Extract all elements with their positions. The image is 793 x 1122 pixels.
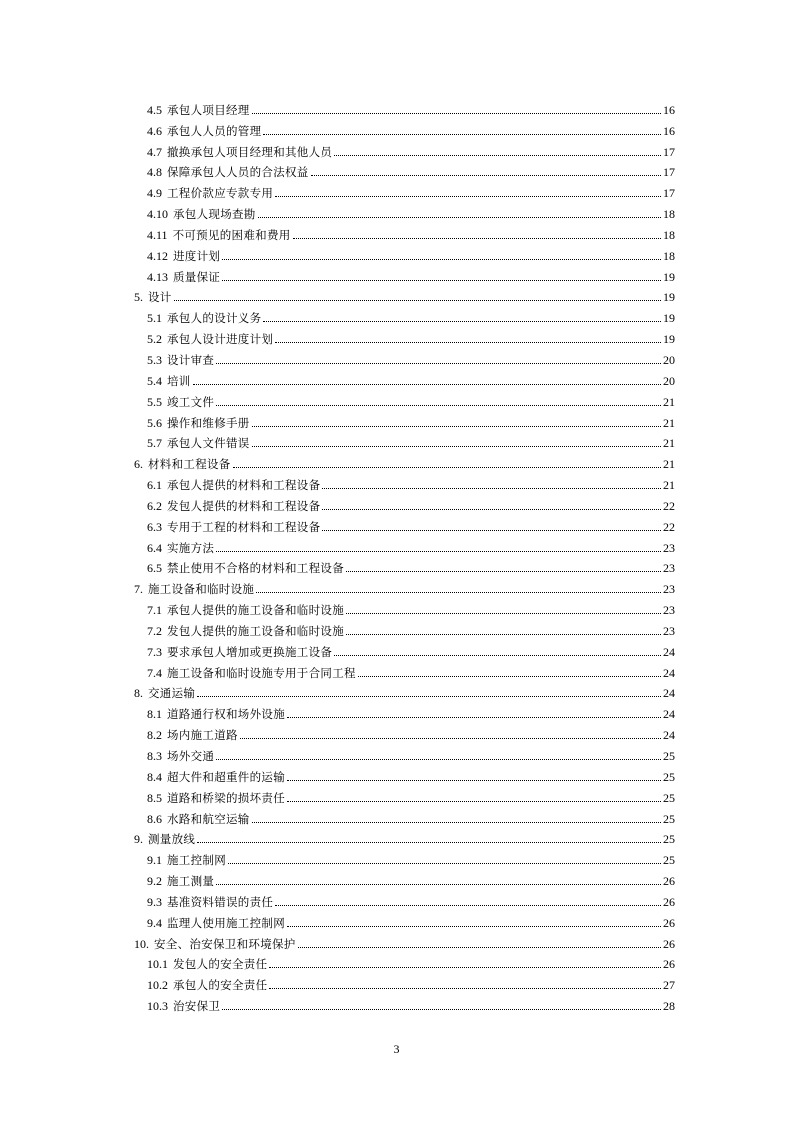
dot-leader xyxy=(252,821,661,823)
dot-leader xyxy=(240,737,661,739)
toc-entry-page: 25 xyxy=(663,749,675,763)
dot-leader xyxy=(275,341,661,343)
toc-entry-number: 4.6 xyxy=(147,123,162,138)
toc-entry[interactable] xyxy=(134,138,675,159)
dot-leader xyxy=(252,112,661,114)
toc-entry[interactable] xyxy=(134,325,675,346)
toc-entry[interactable] xyxy=(134,680,675,701)
toc-entry[interactable] xyxy=(134,930,675,951)
toc-entry-page: 19 xyxy=(663,269,675,284)
toc-entry[interactable] xyxy=(134,471,675,492)
toc-entry[interactable] xyxy=(134,96,675,117)
toc-entry-title: 承包人文件错误 xyxy=(167,436,250,451)
toc-entry-page: 26 xyxy=(663,936,675,951)
toc-entry[interactable] xyxy=(134,700,675,721)
toc-entry-number: 8.2 xyxy=(147,728,162,743)
toc-entry-title: 安全、治安保卫和环境保护 xyxy=(154,936,296,951)
toc-entry-number: 8.4 xyxy=(147,769,162,784)
toc-entry[interactable] xyxy=(134,200,675,221)
toc-entry-number: 5.1 xyxy=(147,311,162,326)
toc-entry-title: 设计审查 xyxy=(167,352,215,367)
toc-entry-title: 承包人项目经理 xyxy=(167,102,250,117)
toc-entry-title: 进度计划 xyxy=(173,248,221,263)
toc-entry-number: 4.8 xyxy=(147,165,162,180)
toc-entry-page: 19 xyxy=(663,290,675,305)
toc-entry[interactable] xyxy=(134,763,675,784)
dot-leader xyxy=(358,675,661,677)
toc-entry-title: 撤换承包人项目经理和其他人员 xyxy=(167,144,333,159)
table-of-contents xyxy=(134,96,675,1013)
toc-entry[interactable] xyxy=(134,263,675,284)
toc-entry-page: 23 xyxy=(663,540,675,555)
toc-entry[interactable] xyxy=(134,117,675,138)
toc-entry-title: 要求承包人增加或更换施工设备 xyxy=(167,644,333,659)
dot-leader xyxy=(263,133,661,135)
toc-entry-page: 18 xyxy=(663,207,675,222)
toc-entry[interactable] xyxy=(134,430,675,451)
toc-entry[interactable] xyxy=(134,284,675,305)
toc-entry[interactable] xyxy=(134,242,675,263)
toc-entry-number: 10. xyxy=(134,936,149,951)
toc-entry-number: 7.4 xyxy=(147,665,162,680)
dot-leader xyxy=(222,1008,661,1010)
toc-entry[interactable] xyxy=(134,492,675,513)
toc-entry-page: 21 xyxy=(663,415,675,430)
toc-entry[interactable] xyxy=(134,450,675,471)
toc-entry-title: 治安保卫 xyxy=(173,999,221,1014)
toc-entry-title: 发包人提供的材料和工程设备 xyxy=(167,498,321,513)
toc-entry[interactable] xyxy=(134,534,675,555)
dot-leader xyxy=(263,320,661,322)
toc-entry[interactable] xyxy=(134,971,675,992)
dot-leader xyxy=(233,466,661,468)
toc-entry-title: 竣工文件 xyxy=(167,394,215,409)
toc-entry-title: 施工测量 xyxy=(167,874,215,889)
toc-entry-title: 承包人设计进度计划 xyxy=(167,332,274,347)
toc-entry[interactable] xyxy=(134,742,675,763)
toc-entry-page: 19 xyxy=(663,311,675,326)
toc-entry-page: 18 xyxy=(663,248,675,263)
toc-entry-page: 19 xyxy=(663,332,675,347)
toc-entry-number: 5.5 xyxy=(147,394,162,409)
dot-leader xyxy=(256,591,661,593)
toc-entry-number: 7. xyxy=(134,582,143,597)
toc-entry-number: 5.4 xyxy=(147,373,162,388)
toc-entry-page: 23 xyxy=(663,623,675,638)
toc-entry-title: 承包人人员的管理 xyxy=(167,123,262,138)
toc-entry[interactable] xyxy=(134,805,675,826)
toc-entry-number: 6.4 xyxy=(147,540,162,555)
toc-entry-page: 24 xyxy=(663,644,675,659)
dot-leader xyxy=(216,362,661,364)
toc-entry-title: 承包人的安全责任 xyxy=(173,978,268,993)
toc-entry-page: 16 xyxy=(663,123,675,138)
toc-entry-title: 保障承包人人员的合法权益 xyxy=(167,165,309,180)
toc-entry-title: 设计 xyxy=(148,290,172,305)
toc-entry-number: 5.3 xyxy=(147,352,162,367)
toc-entry-title: 实施方法 xyxy=(167,540,215,555)
toc-entry-number: 10.2 xyxy=(147,978,168,993)
toc-entry-number: 9.2 xyxy=(147,874,162,889)
toc-entry-title: 材料和工程设备 xyxy=(148,457,231,472)
dot-leader xyxy=(252,445,661,447)
dot-leader xyxy=(216,404,661,406)
dot-leader xyxy=(287,925,661,927)
toc-entry-title: 专用于工程的材料和工程设备 xyxy=(167,519,321,534)
dot-leader xyxy=(322,508,661,510)
toc-entry-number: 5.6 xyxy=(147,415,162,430)
toc-entry-page: 21 xyxy=(663,436,675,451)
toc-entry-page: 26 xyxy=(663,894,675,909)
dot-leader xyxy=(228,862,661,864)
dot-leader xyxy=(334,154,661,156)
toc-entry[interactable] xyxy=(134,638,675,659)
toc-entry-title: 质量保证 xyxy=(173,269,221,284)
toc-entry-number: 4.11 xyxy=(147,227,168,242)
toc-entry-number: 6.5 xyxy=(147,561,162,576)
toc-entry-page: 24 xyxy=(663,665,675,680)
toc-entry-number: 6.1 xyxy=(147,478,162,493)
toc-entry-page: 26 xyxy=(663,957,675,972)
toc-entry-number: 7.2 xyxy=(147,623,162,638)
toc-entry-page: 24 xyxy=(663,728,675,743)
toc-entry-number: 4.10 xyxy=(147,207,168,222)
toc-entry[interactable] xyxy=(134,909,675,930)
toc-entry-number: 5.2 xyxy=(147,332,162,347)
dot-leader xyxy=(346,612,661,614)
toc-entry[interactable] xyxy=(134,867,675,888)
toc-entry-page: 25 xyxy=(663,769,675,784)
toc-entry-title: 场外交通 xyxy=(167,749,215,763)
dot-leader xyxy=(258,216,661,218)
dot-leader xyxy=(216,550,661,552)
toc-entry-number: 10.3 xyxy=(147,999,168,1014)
dot-leader xyxy=(269,987,661,989)
toc-entry[interactable] xyxy=(134,721,675,742)
page-number: 3 xyxy=(393,1042,400,1056)
toc-entry-number: 6.2 xyxy=(147,498,162,513)
toc-entry-page: 23 xyxy=(663,561,675,576)
dot-leader xyxy=(174,299,661,301)
toc-entry-title: 承包人提供的施工设备和临时设施 xyxy=(167,603,344,618)
dot-leader xyxy=(334,654,661,656)
toc-entry-title: 培训 xyxy=(167,373,191,388)
toc-entry-number: 5. xyxy=(134,290,143,305)
toc-entry-title: 交通运输 xyxy=(148,686,196,701)
toc-entry[interactable] xyxy=(134,617,675,638)
toc-entry-title: 不可预见的困难和费用 xyxy=(172,227,291,242)
toc-entry-number: 4.13 xyxy=(147,269,168,284)
toc-entry-page: 23 xyxy=(663,582,675,597)
toc-entry-number: 7.1 xyxy=(147,603,162,618)
toc-entry[interactable] xyxy=(134,367,675,388)
toc-entry-title: 操作和维修手册 xyxy=(167,415,250,430)
toc-entry-page: 26 xyxy=(663,915,675,930)
dot-leader xyxy=(346,570,661,572)
dot-leader xyxy=(197,841,661,843)
toc-entry-number: 9.1 xyxy=(147,853,162,868)
toc-entry-page: 26 xyxy=(663,874,675,889)
toc-entry-page: 20 xyxy=(663,352,675,367)
toc-entry[interactable] xyxy=(134,784,675,805)
toc-entry-title: 水路和航空运输 xyxy=(167,811,250,826)
toc-entry-title: 工程价款应专款专用 xyxy=(167,186,274,201)
toc-entry-number: 6. xyxy=(134,457,143,472)
toc-entry[interactable] xyxy=(134,388,675,409)
dot-leader xyxy=(216,758,661,760)
toc-entry-number: 8.1 xyxy=(147,707,162,722)
toc-entry-page: 21 xyxy=(663,394,675,409)
dot-leader xyxy=(346,633,661,635)
toc-entry-title: 场内施工道路 xyxy=(167,728,238,743)
dot-leader xyxy=(322,529,661,531)
toc-entry[interactable] xyxy=(134,304,675,325)
toc-entry-page: 25 xyxy=(663,853,675,868)
toc-entry[interactable] xyxy=(134,179,675,200)
toc-entry-title: 发包人提供的施工设备和临时设施 xyxy=(167,623,344,638)
toc-entry-number: 8.3 xyxy=(147,749,162,763)
dot-leader xyxy=(293,237,661,239)
toc-entry-page: 17 xyxy=(663,165,675,180)
toc-entry-page: 16 xyxy=(663,102,675,117)
toc-entry-number: 9.3 xyxy=(147,894,162,909)
toc-entry-title: 道路和桥梁的损坏责任 xyxy=(167,790,285,805)
toc-entry-number: 8.6 xyxy=(147,811,162,826)
toc-entry[interactable] xyxy=(134,409,675,430)
toc-entry-number: 8.5 xyxy=(147,790,162,805)
toc-entry-title: 基准资料错误的责任 xyxy=(167,894,274,909)
toc-entry-number: 4.5 xyxy=(147,102,162,117)
dot-leader xyxy=(287,716,661,718)
toc-entry[interactable] xyxy=(134,659,675,680)
toc-entry[interactable] xyxy=(134,951,675,972)
toc-entry-title: 施工控制网 xyxy=(167,853,226,868)
toc-entry-page: 20 xyxy=(663,373,675,388)
toc-entry[interactable] xyxy=(134,575,675,596)
toc-entry[interactable] xyxy=(134,221,675,242)
toc-entry-number: 7.3 xyxy=(147,644,162,659)
toc-entry-number: 9.4 xyxy=(147,915,162,930)
toc-entry-page: 21 xyxy=(663,478,675,493)
toc-entry-title: 禁止使用不合格的材料和工程设备 xyxy=(167,561,344,576)
dot-leader xyxy=(222,258,661,260)
toc-entry-page: 22 xyxy=(663,519,675,534)
toc-entry-title: 超大件和超重件的运输 xyxy=(167,769,285,784)
toc-entry-page: 22 xyxy=(663,498,675,513)
toc-entry-number: 6.3 xyxy=(147,519,162,534)
toc-entry[interactable] xyxy=(134,888,675,909)
toc-entry-page: 25 xyxy=(663,832,675,847)
toc-entry-number: 9. xyxy=(134,832,143,847)
dot-leader xyxy=(322,487,661,489)
dot-leader xyxy=(252,425,661,427)
toc-entry-number: 4.9 xyxy=(147,186,162,201)
toc-entry[interactable] xyxy=(134,596,675,617)
toc-entry[interactable] xyxy=(134,346,675,367)
toc-entry-number: 4.12 xyxy=(147,248,168,263)
dot-leader xyxy=(275,195,661,197)
toc-entry-page: 17 xyxy=(663,186,675,201)
toc-entry-page: 18 xyxy=(663,227,675,242)
toc-entry-title: 发包人的安全责任 xyxy=(173,957,268,972)
dot-leader xyxy=(193,383,661,385)
toc-entry-page: 17 xyxy=(663,144,675,159)
toc-entry-page: 24 xyxy=(663,707,675,722)
toc-entry-title: 道路通行权和场外设施 xyxy=(167,707,285,722)
toc-entry-title: 承包人现场查勘 xyxy=(173,207,256,222)
toc-entry-title: 测量放线 xyxy=(148,832,196,847)
toc-entry-number: 4.7 xyxy=(147,144,162,159)
toc-entry-page: 23 xyxy=(663,603,675,618)
toc-entry-page: 25 xyxy=(663,790,675,805)
dot-leader xyxy=(298,946,661,948)
dot-leader xyxy=(311,174,661,176)
toc-entry-title: 监理人使用施工控制网 xyxy=(167,915,285,930)
dot-leader xyxy=(269,966,661,968)
dot-leader xyxy=(216,883,661,885)
toc-entry-page: 21 xyxy=(663,457,675,472)
dot-leader xyxy=(197,695,661,697)
toc-entry-title: 承包人提供的材料和工程设备 xyxy=(167,478,321,493)
toc-entry-page: 27 xyxy=(663,978,675,993)
toc-entry[interactable] xyxy=(134,159,675,180)
toc-entry[interactable] xyxy=(134,992,675,1013)
toc-entry[interactable] xyxy=(134,826,675,847)
dot-leader xyxy=(222,279,661,281)
dot-leader xyxy=(287,800,661,802)
toc-entry-number: 5.7 xyxy=(147,436,162,451)
toc-entry-title: 施工设备和临时设施专用于合同工程 xyxy=(167,665,356,680)
toc-entry-title: 施工设备和临时设施 xyxy=(148,582,255,597)
toc-entry-page: 28 xyxy=(663,999,675,1014)
toc-entry-title: 承包人的设计义务 xyxy=(167,311,262,326)
toc-entry[interactable] xyxy=(134,846,675,867)
toc-entry-page: 24 xyxy=(663,686,675,701)
toc-entry-page: 25 xyxy=(663,811,675,826)
toc-entry[interactable] xyxy=(134,555,675,576)
toc-entry-number: 8. xyxy=(134,686,143,701)
dot-leader xyxy=(275,904,661,906)
toc-entry[interactable] xyxy=(134,513,675,534)
toc-entry-number: 10.1 xyxy=(147,957,168,972)
dot-leader xyxy=(287,779,661,781)
